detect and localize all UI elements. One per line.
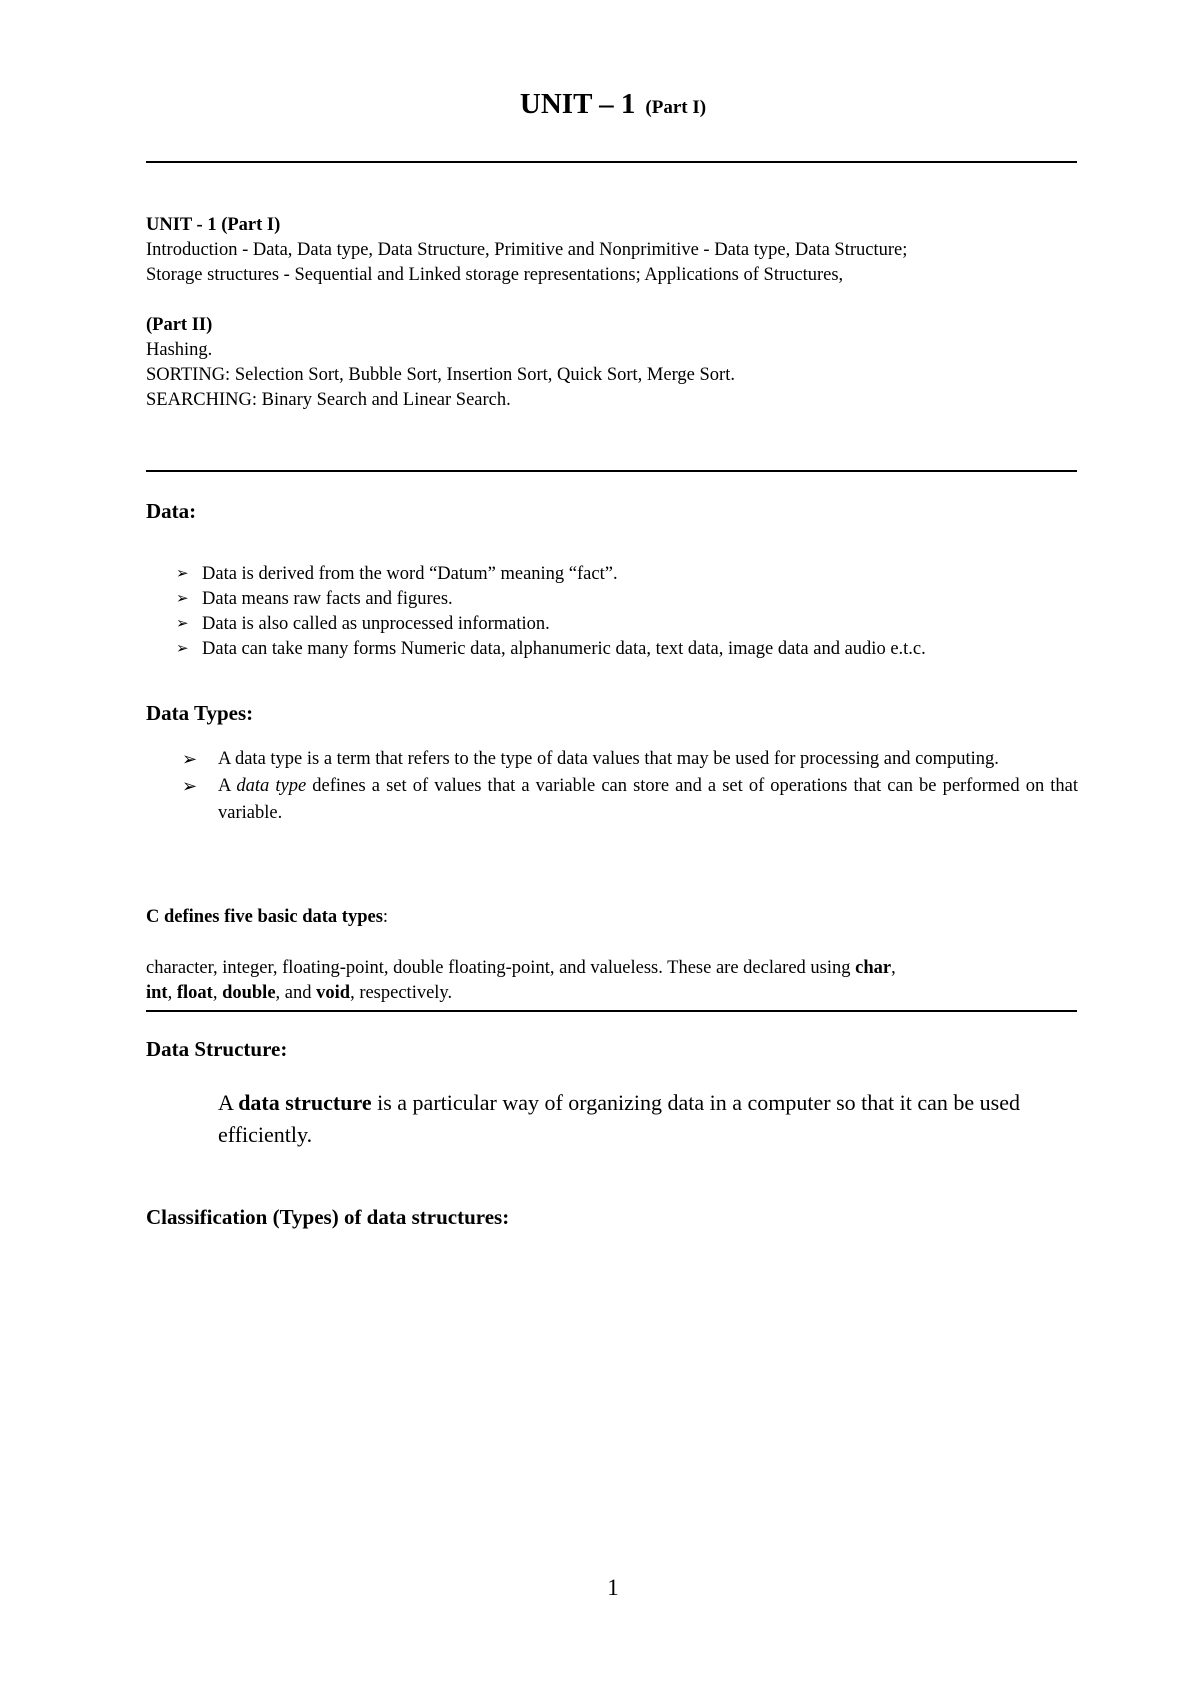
arrow-bullet-icon: ➢ [182, 749, 198, 769]
c-types-comma: , [891, 958, 896, 978]
c-types-line-1 [146, 956, 1086, 981]
keyword-void: void [316, 983, 351, 1003]
page-title [0, 86, 1200, 126]
definition-rest: is a particular way of organizing data in a computer so that it can be used efficiently. [218, 1090, 1020, 1147]
data-types-heading: Data Types: [146, 701, 254, 725]
arrow-bullet-icon: ➢ [176, 616, 189, 632]
c-types-comma: , [167, 983, 177, 1003]
c-types-line-1-text: character, integer, floating-point, double floating-point, and valueless. These are declared using [146, 958, 856, 978]
c-types-heading [146, 905, 1086, 930]
data-types-bullet-2-italic: data type [236, 776, 307, 796]
divider-lower [146, 1010, 1077, 1012]
keyword-char: char [855, 958, 892, 978]
title-subtitle: (Part I) [645, 97, 707, 118]
arrow-bullet-icon: ➢ [176, 591, 189, 607]
classification-heading: Classification (Types) of data structures: [146, 1205, 510, 1229]
page-number: 1 [607, 1575, 619, 1600]
arrow-bullet-icon: ➢ [182, 776, 198, 796]
list-item [182, 746, 1078, 773]
syllabus-part1-line2: Storage structures - Sequential and Linked storage representations; Applications of Structures, [146, 265, 844, 285]
data-bullet-text: Data can take many forms Numeric data, alphanumeric data, text data, image data and audio e.t.c. [202, 639, 926, 659]
c-types-comma: , [212, 983, 223, 1003]
definition-prefix: A [218, 1090, 239, 1115]
list-item [176, 562, 1086, 587]
arrow-bullet-icon: ➢ [176, 566, 189, 582]
keyword-float: float [176, 983, 213, 1003]
syllabus-part2-title: (Part II) [146, 315, 213, 335]
definition-term: data structure [238, 1090, 372, 1115]
divider-middle [146, 470, 1077, 472]
syllabus-part1-line1: Introduction - Data, Data type, Data Structure, Primitive and Nonprimitive - Data type, Data Structure; [146, 240, 908, 260]
data-types-bullet-2-rest: defines a set of values that a variable can store and a set of operations that can be performed on that variable. [218, 776, 1079, 823]
keyword-int: int [146, 983, 168, 1003]
data-heading: Data: [146, 499, 197, 523]
data-types-bullet-list [182, 746, 1078, 827]
title-text: UNIT – 1 [519, 88, 636, 120]
divider-top [146, 161, 1077, 163]
list-item [182, 773, 1078, 827]
arrow-bullet-icon: ➢ [176, 641, 189, 657]
data-bullet-text: Data is derived from the word “Datum” meaning “fact”. [202, 564, 618, 584]
c-types-and: , and [275, 983, 317, 1003]
data-types-bullet-2-prefix: A [218, 776, 237, 796]
data-bullet-text: Data means raw facts and figures. [202, 589, 453, 609]
data-structure-definition [218, 1087, 1080, 1151]
data-structure-heading: Data Structure: [146, 1037, 288, 1061]
syllabus-part2-line3: SEARCHING: Binary Search and Linear Search. [146, 390, 511, 410]
data-types-bullet-1: A data type is a term that refers to the type of data values that may be used for processing and computing. [218, 749, 999, 769]
c-types-heading-tail: : [382, 907, 389, 927]
syllabus-part2-line1: Hashing. [146, 340, 213, 360]
data-bullet-text: Data is also called as unprocessed information. [202, 614, 550, 634]
c-types-paragraph [146, 956, 1086, 1006]
list-item [176, 637, 1086, 662]
data-bullet-list [176, 562, 1086, 662]
list-item [176, 587, 1086, 612]
syllabus-part2-line2: SORTING: Selection Sort, Bubble Sort, Insertion Sort, Quick Sort, Merge Sort. [146, 365, 735, 385]
list-item [176, 612, 1086, 637]
c-types-tail: , respectively. [350, 983, 453, 1003]
keyword-double: double [222, 983, 276, 1003]
c-types-heading-bold: C defines five basic data types [146, 907, 383, 927]
syllabus-block [146, 213, 1086, 413]
c-types-line-2 [146, 981, 1086, 1006]
syllabus-part1-title: UNIT - 1 (Part I) [146, 215, 281, 235]
